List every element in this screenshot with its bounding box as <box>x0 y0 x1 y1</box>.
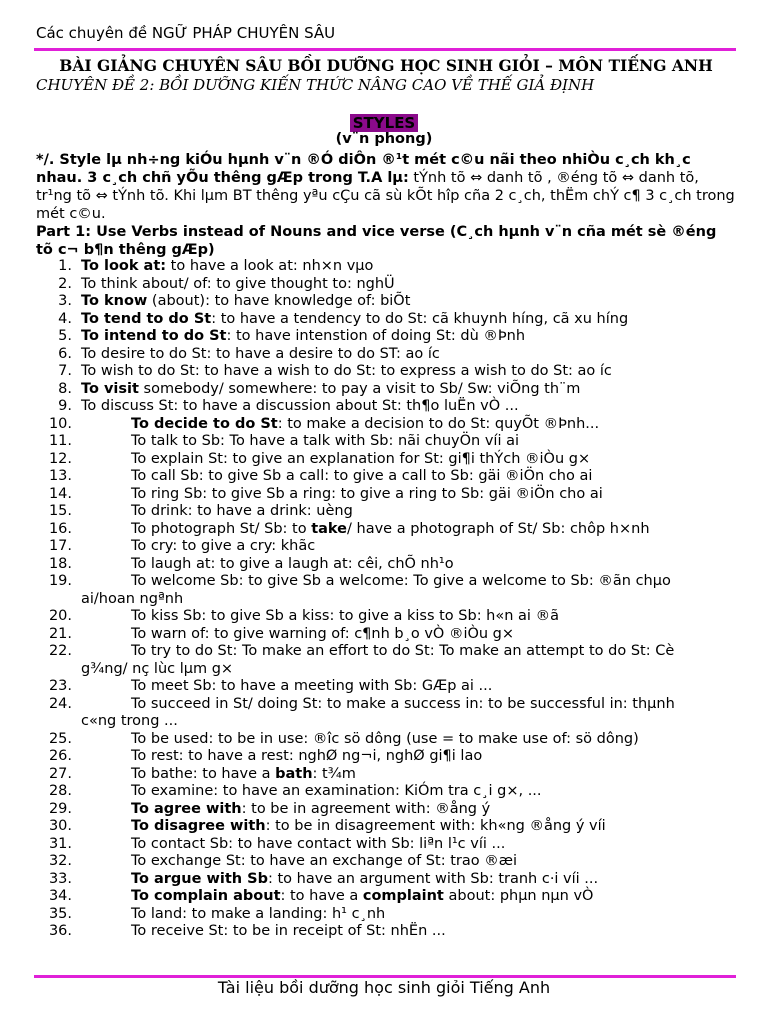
item-definition: To photograph St/ Sb: to <box>131 520 312 537</box>
list-item <box>36 486 736 504</box>
item-definition: To kiss Sb: to give Sb a kiss: to give a kiss to Sb: h«n ai ®ã <box>131 608 559 624</box>
item-text <box>81 503 353 519</box>
item-definition: : to make a decision to do St: quyÕt ®Þnh... <box>277 415 600 432</box>
item-text <box>81 276 395 292</box>
list-item <box>36 696 736 731</box>
item-number: 19. <box>48 573 72 589</box>
item-number: 12. <box>48 450 72 467</box>
list-item <box>36 608 736 626</box>
item-text <box>81 853 517 869</box>
item-text <box>81 818 606 834</box>
list-item <box>36 573 736 608</box>
item-definition: To welcome Sb: to give Sb a welcome: To give a welcome to Sb: ®ãn chµo <box>131 573 671 589</box>
item-definition: : to have a <box>280 888 363 904</box>
item-continuation: g¾ng/ nç lùc lµm g× <box>81 660 234 677</box>
item-number: 5. <box>58 328 72 344</box>
item-definition: / have a photograph of St/ Sb: chôp h×nh <box>347 520 650 537</box>
list-item <box>36 468 736 486</box>
list-item <box>36 363 736 381</box>
list-item <box>36 783 736 801</box>
item-bold-term: To look at: <box>81 258 167 274</box>
item-number: 36. <box>48 923 72 939</box>
item-text <box>81 258 373 274</box>
item-text <box>81 678 492 694</box>
item-number: 3. <box>58 293 72 309</box>
list-item <box>36 416 736 434</box>
verb-list <box>36 258 736 941</box>
item-number: 21. <box>48 625 72 642</box>
item-number: 32. <box>48 853 72 869</box>
item-text <box>81 906 385 922</box>
item-text <box>81 381 580 397</box>
item-bold-term: To complain about <box>131 888 281 904</box>
item-bold-term: bath <box>275 765 313 782</box>
item-definition: To warn of: to give warning of: c¶nh b¸o vÒ ®iÒu g× <box>131 625 515 642</box>
item-number: 22. <box>48 643 72 659</box>
list-item <box>36 748 736 766</box>
document-subtitle: CHUYÊN ĐỀ 2: BỒI DƯỠNG KIẾN THỨC NÂNG CAO VỀ THẾ GIẢ ĐỊNH <box>36 76 595 94</box>
item-text <box>81 801 490 817</box>
item-text <box>81 748 482 764</box>
item-definition: : to have a tendency to do St: cã khuynh híng, cã xu híng <box>211 310 629 327</box>
item-definition: To succeed in St/ doing St: to make a success in: to be successful in: thµnh <box>131 695 675 712</box>
list-item <box>36 381 736 399</box>
item-number: 7. <box>58 363 72 379</box>
item-text <box>81 626 514 642</box>
item-text <box>81 311 628 327</box>
item-definition: To call Sb: to give Sb a call: to give a call to Sb: gäi ®iÖn cho ai <box>131 468 593 484</box>
page-footer: Tài liệu bồi dưỡng học sinh giỏi Tiếng Anh <box>217 978 551 997</box>
item-definition: : t¾m <box>312 765 356 782</box>
item-definition: : to have an argument with Sb: tranh c·i víi ... <box>268 870 599 887</box>
list-item <box>36 521 736 539</box>
item-definition: To examine: to have an examination: KiÓm tra c¸i g×, ... <box>131 783 542 799</box>
item-definition: : to be in disagreement with: kh«ng ®ång ý víi <box>265 818 606 834</box>
item-number: 13. <box>48 468 72 484</box>
list-item <box>36 293 736 311</box>
item-number: 8. <box>58 380 72 397</box>
item-definition: To exchange St: to have an exchange of St: trao ®æi <box>131 853 517 869</box>
item-number: 23. <box>48 678 72 694</box>
item-definition: somebody/ somewhere: to pay a visit to Sb/ Sw: viÕng th¨m <box>138 380 581 397</box>
item-definition: To drink: to have a drink: uèng <box>131 503 353 519</box>
document-title: BÀI GIẢNG CHUYÊN SÂU BỒI DƯỠNG HỌC SINH GIỎI – MÔN TIẾNG ANH <box>59 56 713 75</box>
item-number: 27. <box>48 765 72 782</box>
part1-heading: Part 1: Use Verbs instead of Nouns and vice verse (C¸ch hµnh v¨n cña mét sè ®éng tõ c¬ b¶n thêng gÆp) <box>36 224 717 258</box>
list-item <box>36 766 736 784</box>
item-text <box>81 731 639 747</box>
list-item <box>36 398 736 416</box>
list-item <box>36 643 736 678</box>
list-item <box>36 538 736 556</box>
item-text <box>81 696 675 712</box>
section-label: STYLES <box>350 114 419 132</box>
item-text <box>81 538 315 554</box>
item-continuation: ai/hoan ngªnh <box>81 590 184 607</box>
item-definition: To rest: to have a rest: nghØ ng¬i, nghØ gi¶i lao <box>131 748 483 764</box>
list-item <box>36 346 736 364</box>
item-text <box>81 451 590 467</box>
item-text <box>81 871 598 887</box>
item-number: 18. <box>48 555 72 572</box>
header-rule <box>34 48 736 51</box>
item-definition: To try to do St: To make an effort to do St: To make an attempt to do St: Cè <box>131 643 675 659</box>
item-definition: To discuss St: to have a discussion about St: th¶o luËn vÒ ... <box>81 398 519 414</box>
item-text <box>81 836 505 852</box>
item-definition: To ring Sb: to give Sb a ring: to give a ring to Sb: gäi ®iÖn cho ai <box>131 485 603 502</box>
list-item <box>36 311 736 329</box>
list-item <box>36 276 736 294</box>
list-item <box>36 836 736 854</box>
item-bold-term: To decide to do St <box>131 415 278 432</box>
item-number: 25. <box>48 730 72 747</box>
item-bold-term: To agree with <box>131 800 242 817</box>
item-bold-term: To know <box>81 293 148 309</box>
item-definition: To desire to do St: to have a desire to do ST: ao íc <box>81 345 440 362</box>
item-text <box>81 328 525 344</box>
item-text <box>81 783 542 799</box>
item-text <box>81 363 612 379</box>
item-definition: To talk to Sb: To have a talk with Sb: nãi chuyÖn víi ai <box>131 433 520 449</box>
item-text <box>81 398 519 414</box>
list-item <box>36 923 736 941</box>
item-number: 30. <box>48 818 72 834</box>
item-definition: To think about/ of: to give thought to: nghÜ <box>81 275 395 292</box>
item-bold-term: To tend to do St <box>81 310 212 327</box>
item-text <box>81 643 674 659</box>
item-bold-term: complaint <box>362 888 444 904</box>
item-bold-term: To disagree with <box>131 818 266 834</box>
list-item <box>36 328 736 346</box>
item-number: 34. <box>48 888 72 904</box>
list-item <box>36 801 736 819</box>
item-text <box>81 468 592 484</box>
item-definition: To cry: to give a cry: khãc <box>131 538 316 554</box>
item-number: 15. <box>48 503 72 519</box>
item-text <box>81 573 671 589</box>
intro-text: tÝnh tõ ⇔ danh tõ , ®éng tõ ⇔ danh tõ, tr¹ng tõ ⇔ tÝnh tõ. Khi lµm BT thêng yªu cÇu cã sù kÕt hîp cña 2 c¸ch, thËm chÝ c¶ 3 c¸ch trong mét c©u. <box>36 170 735 222</box>
list-item <box>36 556 736 574</box>
list-item <box>36 871 736 889</box>
list-item <box>36 626 736 644</box>
item-bold-term: To argue with Sb <box>131 870 268 887</box>
item-definition: To receive St: to be in receipt of St: nhËn ... <box>131 923 446 939</box>
list-item <box>36 451 736 469</box>
item-text <box>81 346 440 362</box>
list-item <box>36 731 736 749</box>
item-definition: To contact Sb: to have contact with Sb: liªn l¹c víi ... <box>131 835 506 852</box>
item-text <box>81 556 454 572</box>
item-definition: To wish to do St: to have a wish to do St: to express a wish to do St: ao íc <box>81 363 612 379</box>
item-number: 11. <box>48 433 72 449</box>
item-definition: : to be in agreement with: ®ång ý <box>241 800 491 817</box>
list-item <box>36 678 736 696</box>
item-continuation: c«ng trong ... <box>81 713 178 729</box>
item-definition: To bathe: to have a <box>131 765 276 782</box>
item-number: 29. <box>48 800 72 817</box>
item-number: 1. <box>58 258 72 274</box>
item-number: 26. <box>48 748 72 764</box>
list-item <box>36 818 736 836</box>
item-number: 4. <box>58 310 72 327</box>
item-definition: about: phµn nµn vÒ <box>443 888 594 904</box>
item-text <box>81 293 410 309</box>
item-definition: : to have intenstion of doing St: dù ®Þnh <box>226 328 526 344</box>
item-number: 6. <box>58 345 72 362</box>
item-number: 16. <box>48 520 72 537</box>
item-text <box>81 433 519 449</box>
list-item <box>36 433 736 451</box>
item-text <box>81 923 446 939</box>
intro-paragraph <box>36 151 736 223</box>
item-definition: To be used: to be in use: ®îc sö dông (use = to make use of: sö dông) <box>131 730 639 747</box>
item-number: 2. <box>58 275 72 292</box>
item-definition: To land: to make a landing: h¹ c¸nh <box>131 905 386 922</box>
item-number: 28. <box>48 783 72 799</box>
item-number: 10. <box>48 415 72 432</box>
item-bold-term: take <box>311 520 348 537</box>
item-number: 17. <box>48 538 72 554</box>
item-number: 33. <box>48 870 72 887</box>
item-definition: To explain St: to give an explanation for St: gi¶i thÝch ®iÒu g× <box>131 450 591 467</box>
item-text <box>81 888 593 904</box>
item-number: 35. <box>48 905 72 922</box>
item-definition: To laugh at: to give a laugh at: cêi, chÕ nh¹o <box>131 555 454 572</box>
item-text <box>81 416 599 432</box>
page-header: Các chuyên đề NGỮ PHÁP CHUYÊN SÂU <box>36 24 336 42</box>
item-number: 9. <box>58 398 72 414</box>
item-definition: (about): to have knowledge of: biÕt <box>147 293 411 309</box>
list-item <box>36 853 736 871</box>
item-bold-term: To intend to do St <box>81 328 227 344</box>
item-bold-term: To visit <box>81 380 139 397</box>
item-text <box>81 766 356 782</box>
item-definition: to have a look at: nh×n vµo <box>166 258 374 274</box>
item-definition: To meet Sb: to have a meeting with Sb: GÆp ai ... <box>131 678 493 694</box>
list-item <box>36 258 736 276</box>
section-heading <box>0 113 768 132</box>
item-number: 14. <box>48 485 72 502</box>
item-text <box>81 486 603 502</box>
item-text <box>81 608 559 624</box>
intro-bold-text: */. Style lµ nh÷ng kiÓu hµnh v¨n ®Ó diÔn ®¹t mét c©u nãi theo nhiÒu c¸ch kh¸c nhau. 3 c¸ch chñ yÕu thêng gÆp trong T.A lµ: <box>36 152 691 186</box>
item-number: 20. <box>48 608 72 624</box>
item-number: 24. <box>48 695 72 712</box>
list-item <box>36 503 736 521</box>
list-item <box>36 888 736 906</box>
item-text <box>81 521 650 537</box>
section-subheading: (v¨n phong) <box>335 131 433 147</box>
list-item <box>36 906 736 924</box>
item-number: 31. <box>48 835 72 852</box>
